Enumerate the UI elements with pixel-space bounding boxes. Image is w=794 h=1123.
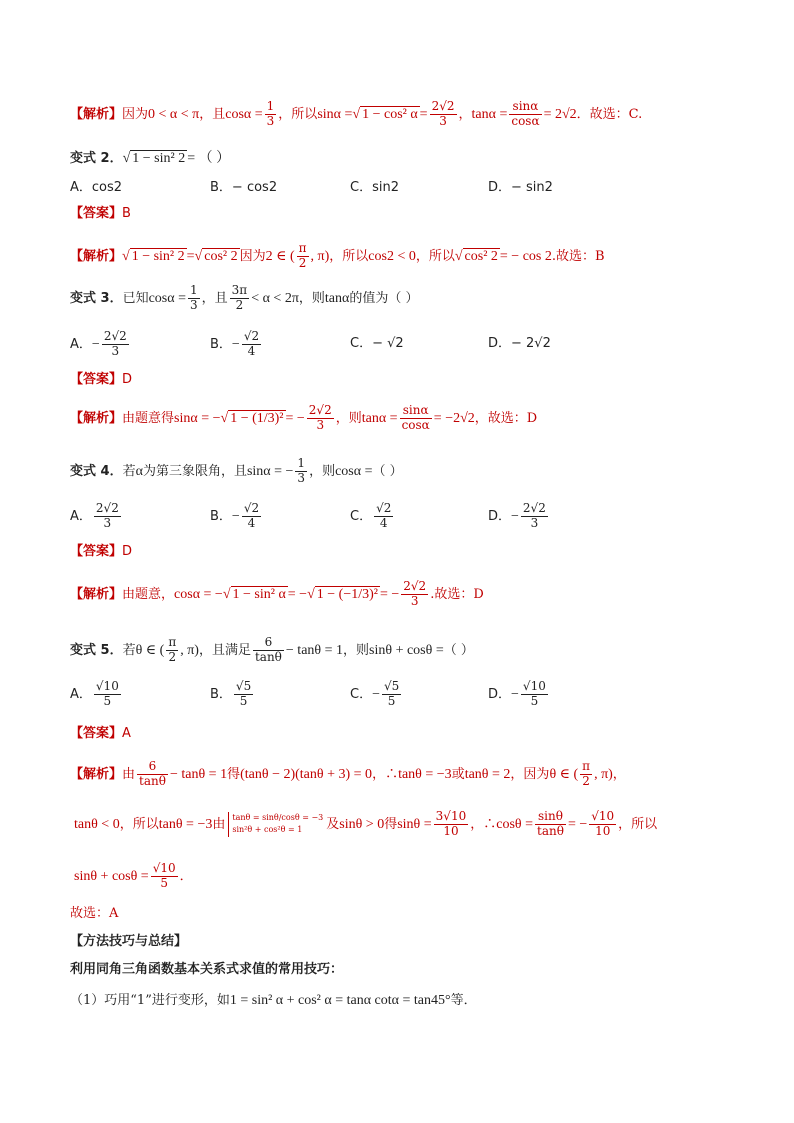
option-b: B．− $\frac{√2}{4}$ (210, 501, 260, 530)
text: .故选：B (551, 248, 605, 264)
math: (tanθ − 2)(tanθ + 3) = 0 (240, 766, 373, 782)
variant-5-analysis-line-2 (74, 810, 754, 839)
math: cosα = − (174, 586, 223, 602)
math: sinθ = (397, 816, 432, 832)
analysis-label: 【解析】 (70, 410, 123, 426)
equation-system: tanθ = sinθ/cosθ = −3 sin²θ + cos²θ = 1 (228, 812, 323, 838)
answer-label: 【答案】 (70, 372, 123, 387)
math: sinθ + cosθ = (74, 868, 149, 884)
fraction: $\frac{1}{3}$ (190, 283, 198, 312)
radical: √ 1 − sin² 2 (122, 249, 187, 264)
text: 若 (122, 642, 136, 658)
math: cos2 < 0 (368, 248, 416, 264)
math: sinθ + cosθ = (369, 642, 444, 658)
math: = −2√2 (433, 410, 475, 426)
tips-heading: 【方法技巧与总结】 (70, 934, 188, 949)
fraction: $\frac{6}{\tan\theta}$ (139, 759, 166, 788)
text: ，∴ (470, 816, 497, 832)
answer-label: 【答案】 (70, 206, 123, 221)
option-b: B．− cos2 (210, 180, 278, 195)
text: （ ） (372, 463, 403, 479)
text: ，则 (343, 642, 370, 658)
option-c: C．− $\frac{√5}{5}$ (350, 679, 400, 708)
math: = − (567, 816, 588, 832)
option-b: B．− $\frac{√2}{4}$ (210, 329, 260, 358)
fraction: $\frac{\sin\theta}{\tan\theta}$ (537, 809, 564, 838)
text: ，所以 (415, 248, 455, 264)
math: = （ ） (187, 151, 231, 166)
text: ，且 (201, 290, 228, 306)
text: 等． (450, 993, 477, 1008)
math: = − (287, 586, 308, 602)
answer-label: 【答案】 (70, 544, 123, 559)
text: ，且 (199, 106, 226, 122)
text: 故选：A (70, 906, 119, 921)
fraction: $\frac{√10}{5}$ (152, 861, 176, 890)
text: ． (179, 868, 193, 884)
math: , π) (180, 642, 199, 658)
text: 由题意得 (122, 410, 175, 426)
math: sinα = (317, 106, 353, 122)
fraction: $\frac{1}{3}$ (266, 99, 275, 128)
math: sinθ > 0 (339, 816, 385, 832)
answer-value: D (122, 544, 133, 559)
variant-2-options (70, 180, 754, 200)
math: θ ∈ ( (135, 642, 165, 658)
analysis-label: 【解析】 (70, 106, 123, 122)
variant-5-answer (70, 726, 754, 743)
variant-4-options (70, 502, 754, 532)
math: tanθ = −3 (158, 816, 213, 832)
math: 0 < α < π (148, 106, 200, 122)
text: 由题意， (122, 586, 175, 602)
math: − tanθ = 1 (169, 766, 228, 782)
fraction: $\frac{1}{3}$ (297, 456, 306, 485)
option-c: C．− √2 (350, 336, 404, 351)
variant-heading: 变式 4． (70, 463, 123, 479)
text: 得 (384, 816, 398, 832)
fraction: $\frac{3√10}{10}$ (435, 809, 467, 838)
text: ，则 (298, 290, 325, 306)
variant-heading: 变式 3． (70, 290, 123, 306)
answer-value: A (122, 726, 131, 741)
text: 或 (451, 766, 465, 782)
analysis-label: 【解析】 (70, 586, 123, 602)
text: ，所以 (278, 106, 318, 122)
math: tanθ = 2 (464, 766, 511, 782)
text: 因为 (122, 106, 149, 122)
radical: √ cos² 2 (455, 249, 500, 264)
text: ， (458, 106, 472, 122)
answer-label: 【答案】 (70, 726, 123, 741)
math: cosα = (225, 106, 263, 122)
text: .故选：D (430, 586, 484, 602)
math: = (186, 248, 195, 264)
math: 2 ∈ ( (265, 248, 295, 264)
variant-5-options (70, 680, 754, 710)
fraction: $\frac{\pi}{2}$ (298, 241, 307, 270)
text: ，因为 (510, 766, 550, 782)
variant-5-analysis-line-3 (74, 862, 754, 891)
text: 为第三象限角，且 (142, 463, 247, 479)
option-a: A． $\frac{2√2}{3}$ (70, 501, 119, 530)
math: sinα = − (246, 463, 294, 479)
variant-2-question (70, 150, 754, 168)
text: 由 (122, 766, 136, 782)
radical: √ 1 − cos² α (352, 107, 419, 122)
variant-5-question (70, 636, 754, 665)
radical: √ 1 − sin² 2 (123, 151, 188, 166)
option-d: D．− 2√2 (488, 336, 551, 351)
fraction: $\frac{\sin\alpha}{\cos\alpha}$ (511, 99, 540, 128)
math: = − (285, 410, 305, 426)
fraction: $\frac{6}{\tan\theta}$ (254, 635, 282, 664)
math: − tanθ = 1 (285, 642, 344, 658)
math: sinα = − (174, 410, 221, 426)
text: ，所以 (329, 248, 369, 264)
fraction: $\frac{√10}{10}$ (591, 809, 615, 838)
variant-2-analysis (70, 242, 754, 271)
variant-heading: 变式 2． (70, 151, 123, 166)
variant-4-analysis (70, 580, 754, 609)
math: < α < 2π (251, 290, 299, 306)
variant-3-question (70, 284, 754, 313)
fraction: $\frac{\pi}{2}$ (168, 635, 177, 664)
text: ，所以 (618, 816, 658, 832)
variant-3-options (70, 330, 754, 360)
text: 若 (122, 463, 136, 479)
variant-3-analysis (70, 404, 754, 433)
fraction: $\frac{3\pi}{2}$ (231, 283, 248, 312)
text: （1）巧用“1”进行变形，如 (70, 993, 230, 1008)
text: ， (612, 766, 626, 782)
math: tanα = (361, 410, 398, 426)
text: 的值为（ ） (349, 290, 419, 306)
radical: √ 1 − (1/3)² (221, 411, 286, 426)
analysis-label: 【解析】 (70, 248, 123, 264)
radical: √ cos² 2 (195, 249, 240, 264)
fraction: $\frac{\sin\alpha}{\cos\alpha}$ (401, 403, 430, 432)
fraction: $\frac{2√2}{3}$ (308, 403, 332, 432)
text: ，∴ (372, 766, 399, 782)
math: cosα = (148, 290, 186, 306)
math: = (419, 106, 428, 122)
tips-subheading: 利用同角三角函数基本关系式求值的常用技巧： (70, 962, 344, 977)
text: （ ） (443, 642, 474, 658)
variant-5-choose (70, 906, 754, 923)
variant-3-answer (70, 372, 754, 389)
math: cosα = (335, 463, 373, 479)
option-b: B． $\frac{√5}{5}$ (210, 679, 252, 708)
text: ，则 (335, 410, 362, 426)
analysis-line-intro (70, 100, 754, 129)
option-d: D．− sin2 (488, 180, 553, 195)
math: 1 = sin² α + cos² α = tanα cotα = tan45° (229, 993, 451, 1008)
math: = − (379, 586, 400, 602)
fraction: $\frac{2√2}{3}$ (403, 579, 427, 608)
option-d: D．− $\frac{2√2}{3}$ (488, 501, 546, 530)
variant-4-answer (70, 544, 754, 561)
variant-4-question (70, 457, 754, 486)
option-d: D．− $\frac{√10}{5}$ (488, 679, 546, 708)
text: ，所以 (119, 816, 159, 832)
math: tanθ = −3 (398, 766, 452, 782)
option-a: A．− $\frac{2√2}{3}$ (70, 329, 127, 358)
text: 因为 (239, 248, 266, 264)
math: = − cos 2 (499, 248, 552, 264)
math: cosθ = (496, 816, 534, 832)
option-a: A． $\frac{√10}{5}$ (70, 679, 119, 708)
math: = 2√2 (543, 106, 577, 122)
variant-heading: 变式 5． (70, 642, 123, 658)
fraction: $\frac{2√2}{3}$ (431, 99, 455, 128)
math: tanθ < 0 (74, 816, 120, 832)
radical: √ 1 − (−1/3)² (307, 587, 380, 602)
text: 及 (326, 816, 340, 832)
option-c: C．sin2 (350, 180, 399, 195)
text: ，且满足 (198, 642, 251, 658)
math: tanα (324, 290, 350, 306)
math: , π) (310, 248, 330, 264)
radical: √ 1 − sin² α (223, 587, 288, 602)
text: 得 (227, 766, 241, 782)
option-c: C． $\frac{√2}{4}$ (350, 501, 392, 530)
math: , π) (594, 766, 613, 782)
text: ，故选：D (474, 410, 538, 426)
math: α (135, 463, 143, 479)
text: 已知 (122, 290, 149, 306)
text: 由 (212, 816, 226, 832)
text: ．故选：C. (576, 106, 643, 122)
option-a: A．cos2 (70, 180, 123, 195)
answer-value: D (122, 372, 133, 387)
variant-2-answer (70, 206, 754, 223)
answer-value: B (122, 206, 131, 221)
analysis-label: 【解析】 (70, 766, 123, 782)
fraction: $\frac{\pi}{2}$ (582, 759, 591, 788)
tips-item-1 (70, 992, 754, 1010)
variant-5-analysis-line-1 (70, 760, 754, 789)
math: θ ∈ ( (549, 766, 579, 782)
math: tanα = (471, 106, 508, 122)
text: ，则 (309, 463, 336, 479)
